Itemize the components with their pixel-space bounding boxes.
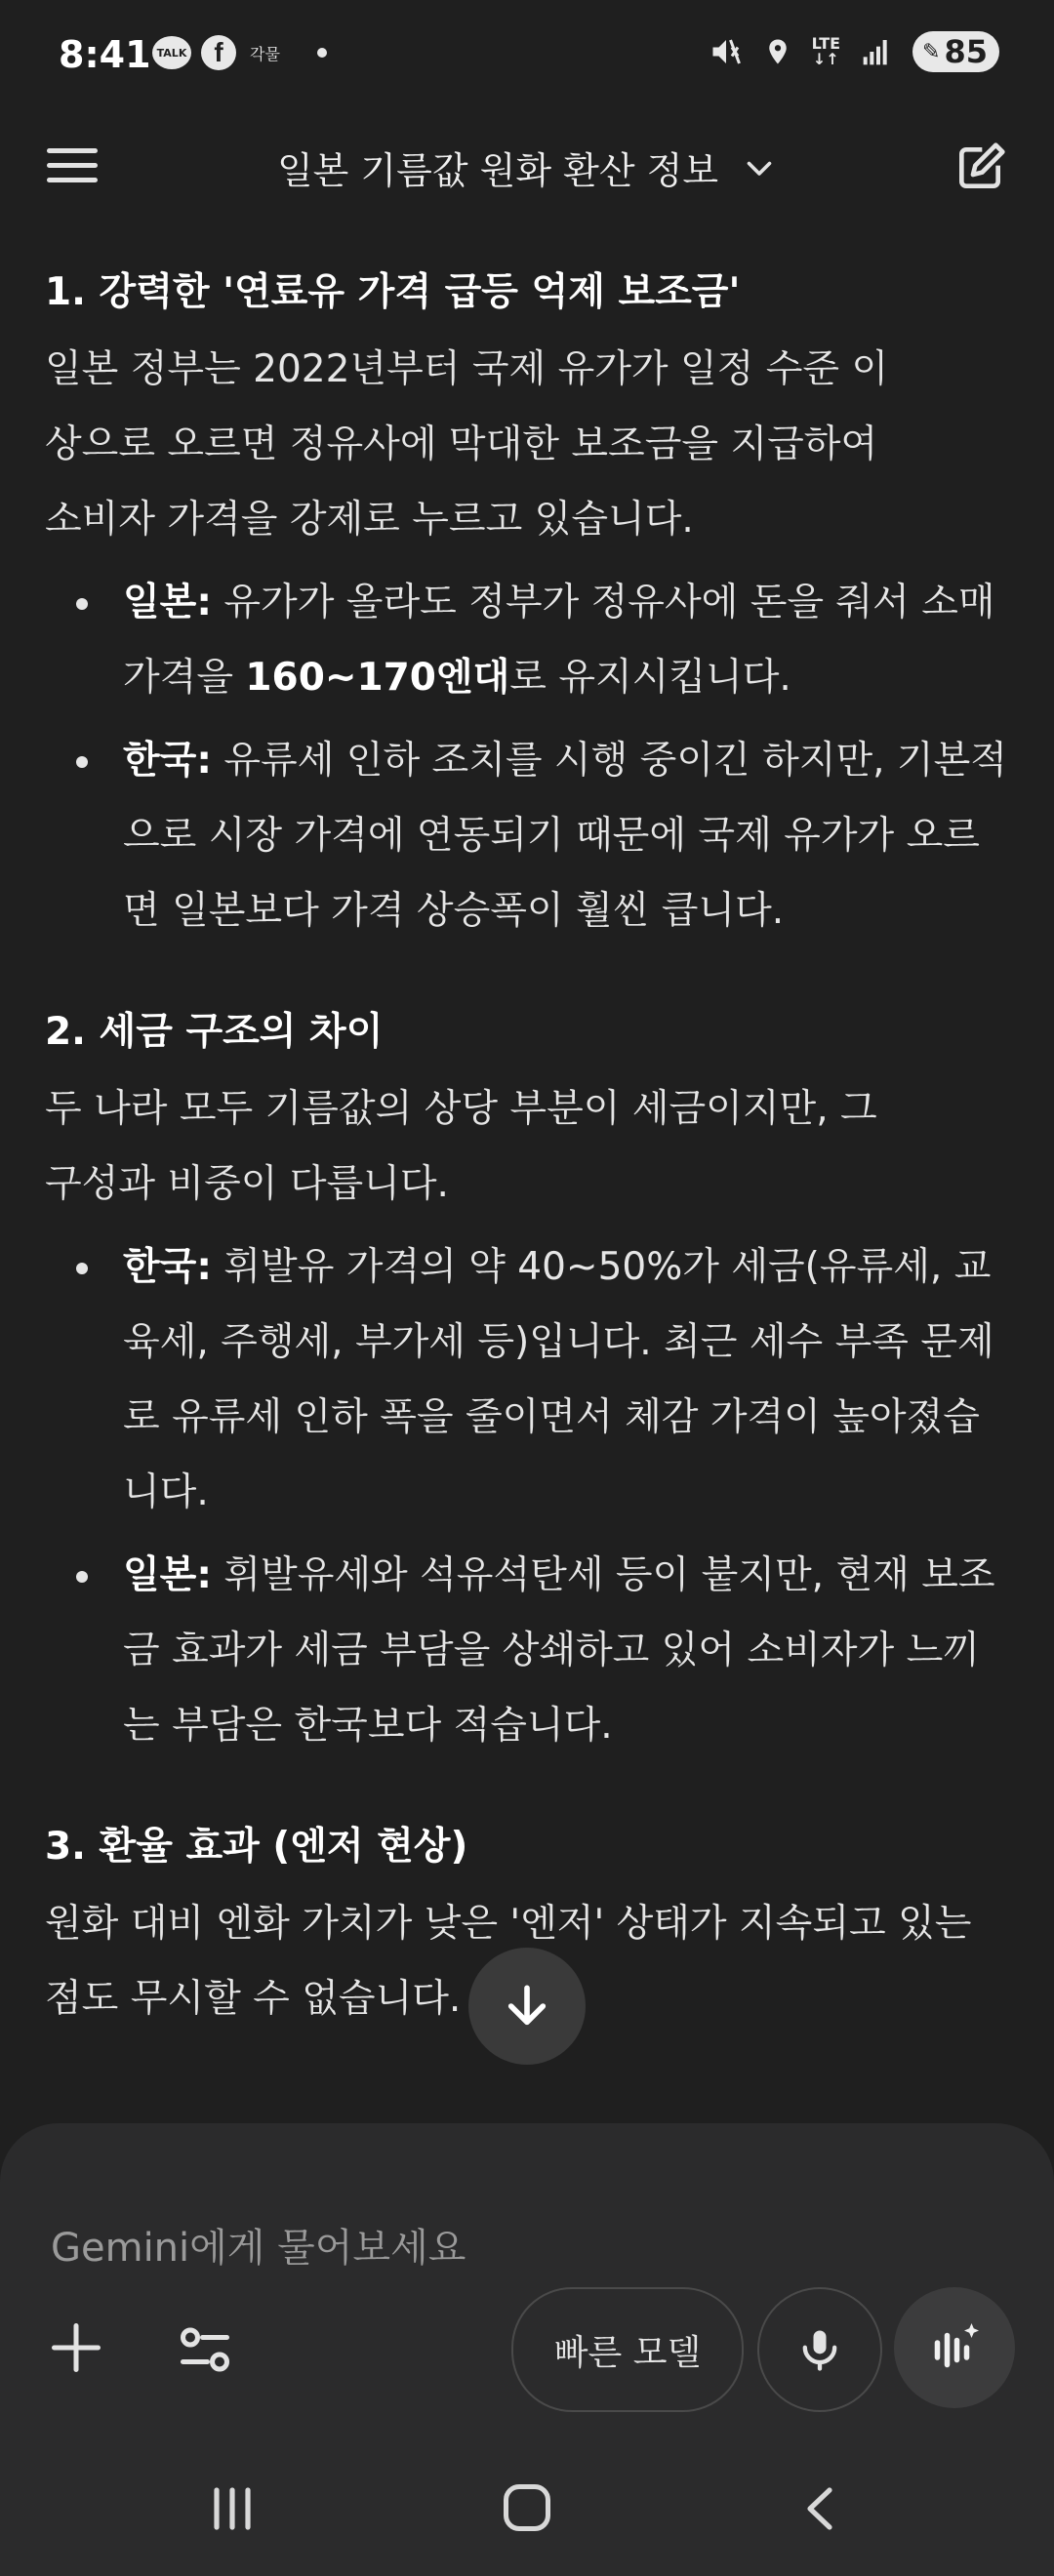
section-heading: 2. 세금 구조의 차이	[45, 1010, 384, 1054]
new-chat-button[interactable]	[953, 141, 1011, 199]
system-icons	[709, 31, 999, 72]
bullet-label: 일본:	[123, 581, 212, 624]
home-button[interactable]	[504, 2484, 550, 2531]
model-selector-button[interactable]: 빠른 모델	[511, 2287, 744, 2412]
list-item	[45, 565, 1011, 715]
list-item	[45, 1538, 1011, 1763]
back-icon	[800, 2484, 839, 2533]
bullet-text: 유가가 올라도 정부가 정유사에 돈을 줘서 소매 가격을	[123, 581, 995, 700]
location-icon	[763, 34, 792, 69]
status-bar	[0, 0, 1054, 115]
list-item	[45, 723, 1011, 948]
bullet-bold: 160~170엔대	[245, 656, 510, 700]
plus-icon	[47, 2318, 105, 2377]
bullet-label: 한국:	[123, 1245, 212, 1289]
battery-indicator	[912, 31, 999, 72]
bullet-text: 로 유지시킵니다.	[509, 656, 791, 700]
bullet-text: 휘발유세와 석유석탄세 등이 붙지만, 현재 보조금 효과가 세금 부담을 상쇄하고 있어 소비자가 느끼는 부담은 한국보다 적습니다.	[123, 1553, 995, 1748]
section-heading: 1. 강력한 '연료유 가격 급등 억제 보조금'	[45, 270, 741, 314]
live-icon	[925, 2318, 984, 2377]
recent-apps-button[interactable]	[205, 2486, 260, 2531]
bullet-list	[45, 1229, 1011, 1763]
chevron-down-icon	[742, 150, 777, 185]
arrow-down-icon	[500, 1979, 554, 2033]
mic-icon	[794, 2324, 845, 2375]
status-time: 8:41	[59, 33, 151, 76]
section-paragraph: 원화 대비 엔화 가치가 낮은 '엔저' 상태가 지속되고 있는 점도 무시할 수 없습니다.	[45, 1902, 972, 2021]
bullet-label: 일본:	[123, 1553, 212, 1597]
live-mode-button[interactable]	[894, 2287, 1015, 2408]
response-content	[45, 254, 1011, 2081]
kakaotalk-icon: TALK	[152, 36, 191, 69]
recent-apps-icon	[205, 2486, 260, 2531]
notification-icons	[152, 35, 327, 70]
section-paragraph: 일본 정부는 2022년부터 국제 유가가 일정 수준 이상으로 오르면 정유사에 막대한 보조금을 지급하여 소비자 가격을 강제로 누르고 있습니다.	[45, 347, 889, 542]
lte-icon: LTE ↓↑	[811, 34, 841, 68]
bullet-text: 유류세 인하 조치를 시행 중이긴 하지만, 기본적으로 시장 가격에 연동되기 때문에 국제 유가가 오르면 일본보다 가격 상승폭이 훨씬 큽니다.	[123, 739, 1007, 933]
section-2	[45, 993, 1011, 1763]
more-notifications-dot	[317, 48, 327, 58]
mute-icon	[709, 34, 744, 69]
battery-level: 85	[944, 33, 988, 70]
battery-leaf-icon: ✎	[922, 39, 941, 64]
app-bar	[0, 115, 1054, 222]
section-1	[45, 254, 1011, 948]
section-paragraph: 두 나라 모두 기름값의 상당 부분이 세금이지만, 그 구성과 비중이 다릅니다.	[45, 1087, 877, 1206]
edit-icon	[953, 141, 1007, 195]
prompt-input[interactable]: Gemini에게 물어보세요	[51, 2226, 466, 2271]
scroll-to-bottom-button[interactable]	[468, 1948, 586, 2065]
conversation-title: 일본 기름값 원화 환산 정보	[276, 149, 719, 192]
tune-icon	[176, 2320, 234, 2379]
add-attachment-button[interactable]	[47, 2318, 109, 2381]
facebook-icon: f	[201, 35, 236, 70]
signal-icon	[860, 36, 893, 67]
app-notification-icon: 각물	[250, 44, 280, 63]
list-item	[45, 1229, 1011, 1530]
bullet-list	[45, 565, 1011, 948]
conversation-title-dropdown[interactable]	[0, 141, 1054, 194]
system-nav-bar	[0, 2439, 1054, 2576]
voice-input-button[interactable]	[757, 2287, 882, 2412]
bullet-label: 한국:	[123, 739, 212, 783]
section-heading: 3. 환율 효과 (엔저 현상)	[45, 1825, 468, 1869]
bullet-text: 휘발유 가격의 약 40~50%가 세금(유류세, 교육세, 주행세, 부가세 등)입니다. 최근 세수 부족 문제로 유류세 인하 폭을 줄이면서 체감 가격이 높아졌습니다.	[123, 1245, 994, 1514]
tools-button[interactable]	[176, 2320, 238, 2383]
back-button[interactable]	[800, 2484, 839, 2533]
